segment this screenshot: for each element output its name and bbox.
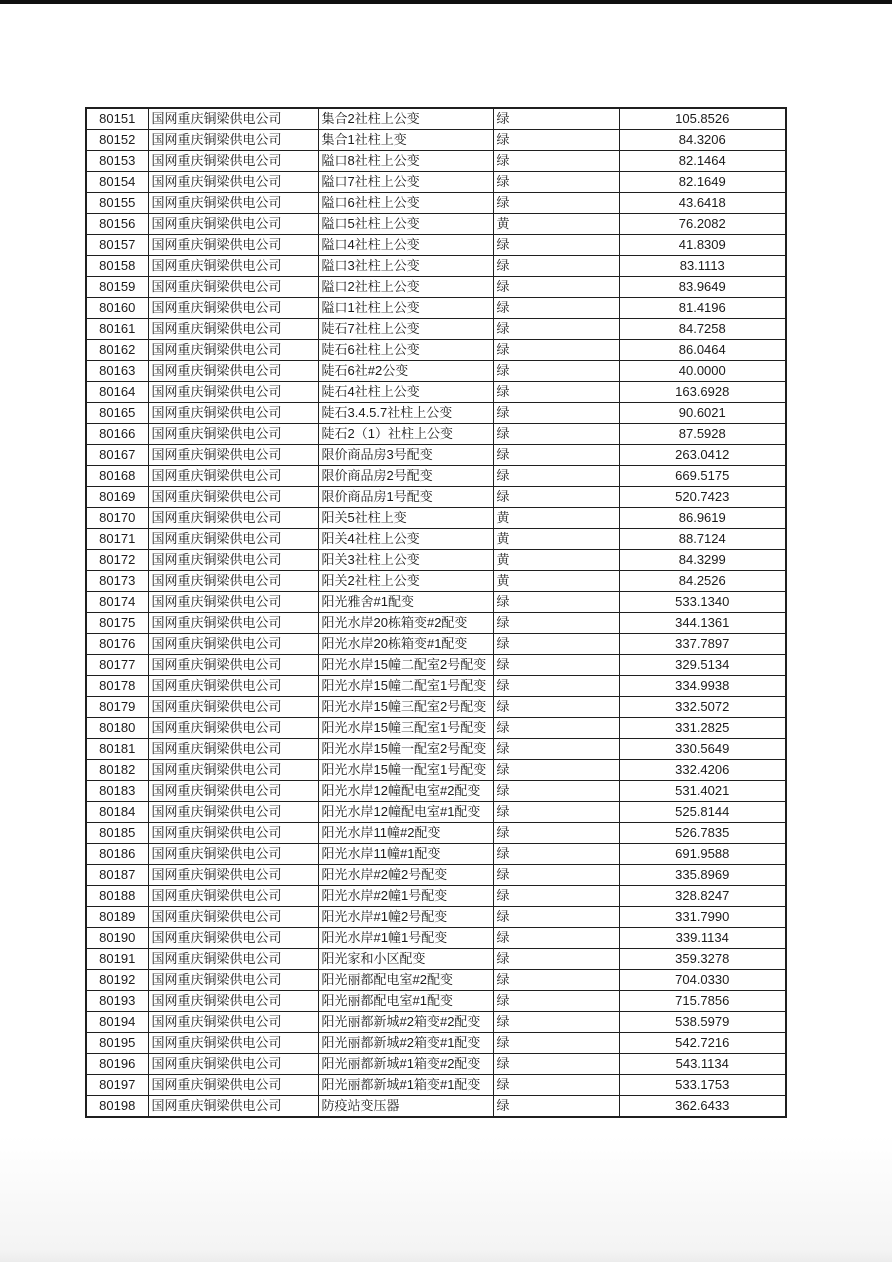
cell-row-id: 80173 (86, 571, 148, 592)
cell-company-name: 国网重庆铜梁供电公司 (148, 361, 318, 382)
cell-value: 533.1753 (619, 1075, 786, 1096)
table-row (86, 130, 786, 151)
cell-status: 绿 (493, 928, 619, 949)
cell-status: 黄 (493, 550, 619, 571)
cell-row-id: 80197 (86, 1075, 148, 1096)
cell-status: 绿 (493, 760, 619, 781)
cell-company-name: 国网重庆铜梁供电公司 (148, 1096, 318, 1118)
cell-row-id: 80178 (86, 676, 148, 697)
cell-row-id: 80194 (86, 1012, 148, 1033)
cell-company-name: 国网重庆铜梁供电公司 (148, 571, 318, 592)
cell-status: 绿 (493, 172, 619, 193)
cell-value: 84.7258 (619, 319, 786, 340)
cell-status: 绿 (493, 277, 619, 298)
cell-company-name: 国网重庆铜梁供电公司 (148, 655, 318, 676)
cell-value: 344.1361 (619, 613, 786, 634)
cell-row-id: 80186 (86, 844, 148, 865)
cell-status: 绿 (493, 108, 619, 130)
cell-company-name: 国网重庆铜梁供电公司 (148, 613, 318, 634)
cell-row-id: 80189 (86, 907, 148, 928)
table-row (86, 949, 786, 970)
cell-device-name: 隘口4社柱上公变 (318, 235, 493, 256)
cell-status: 绿 (493, 445, 619, 466)
cell-status: 绿 (493, 487, 619, 508)
cell-company-name: 国网重庆铜梁供电公司 (148, 844, 318, 865)
cell-row-id: 80158 (86, 256, 148, 277)
cell-device-name: 阳光水岸#1幢1号配变 (318, 928, 493, 949)
cell-company-name: 国网重庆铜梁供电公司 (148, 823, 318, 844)
cell-status: 绿 (493, 865, 619, 886)
cell-status: 绿 (493, 634, 619, 655)
cell-row-id: 80195 (86, 1033, 148, 1054)
cell-value: 335.8969 (619, 865, 786, 886)
cell-status: 绿 (493, 235, 619, 256)
table-row (86, 1075, 786, 1096)
table-row (86, 108, 786, 130)
table-row (86, 991, 786, 1012)
cell-value: 359.3278 (619, 949, 786, 970)
cell-company-name: 国网重庆铜梁供电公司 (148, 445, 318, 466)
table-row (86, 886, 786, 907)
cell-row-id: 80157 (86, 235, 148, 256)
cell-company-name: 国网重庆铜梁供电公司 (148, 235, 318, 256)
cell-company-name: 国网重庆铜梁供电公司 (148, 172, 318, 193)
cell-row-id: 80164 (86, 382, 148, 403)
cell-status: 绿 (493, 256, 619, 277)
cell-company-name: 国网重庆铜梁供电公司 (148, 949, 318, 970)
cell-device-name: 阳光丽都新城#2箱变#1配变 (318, 1033, 493, 1054)
table-row (86, 424, 786, 445)
table-row (86, 802, 786, 823)
table-row (86, 487, 786, 508)
cell-value: 715.7856 (619, 991, 786, 1012)
cell-company-name: 国网重庆铜梁供电公司 (148, 865, 318, 886)
cell-value: 263.0412 (619, 445, 786, 466)
cell-status: 绿 (493, 697, 619, 718)
cell-device-name: 阳光水岸12幢配电室#1配变 (318, 802, 493, 823)
cell-device-name: 阳光水岸15幢一配室1号配变 (318, 760, 493, 781)
table-row (86, 1096, 786, 1118)
cell-company-name: 国网重庆铜梁供电公司 (148, 802, 318, 823)
cell-company-name: 国网重庆铜梁供电公司 (148, 424, 318, 445)
cell-status: 绿 (493, 907, 619, 928)
table-row (86, 928, 786, 949)
cell-device-name: 阳光雅舍#1配变 (318, 592, 493, 613)
scan-top-edge (0, 0, 892, 4)
cell-device-name: 阳光丽都新城#1箱变#1配变 (318, 1075, 493, 1096)
cell-value: 362.6433 (619, 1096, 786, 1118)
cell-row-id: 80159 (86, 277, 148, 298)
cell-row-id: 80175 (86, 613, 148, 634)
cell-row-id: 80163 (86, 361, 148, 382)
cell-device-name: 隘口6社柱上公变 (318, 193, 493, 214)
cell-company-name: 国网重庆铜梁供电公司 (148, 382, 318, 403)
cell-row-id: 80151 (86, 108, 148, 130)
cell-device-name: 隘口7社柱上公变 (318, 172, 493, 193)
cell-status: 绿 (493, 823, 619, 844)
cell-device-name: 阳光水岸15幢一配室2号配变 (318, 739, 493, 760)
table-row (86, 361, 786, 382)
cell-company-name: 国网重庆铜梁供电公司 (148, 403, 318, 424)
table-row (86, 781, 786, 802)
cell-company-name: 国网重庆铜梁供电公司 (148, 319, 318, 340)
cell-value: 90.6021 (619, 403, 786, 424)
cell-company-name: 国网重庆铜梁供电公司 (148, 550, 318, 571)
cell-company-name: 国网重庆铜梁供电公司 (148, 1012, 318, 1033)
cell-company-name: 国网重庆铜梁供电公司 (148, 991, 318, 1012)
cell-value: 533.1340 (619, 592, 786, 613)
cell-device-name: 陡石2（1）社柱上公变 (318, 424, 493, 445)
cell-value: 41.8309 (619, 235, 786, 256)
cell-value: 329.5134 (619, 655, 786, 676)
cell-device-name: 隘口5社柱上公变 (318, 214, 493, 235)
cell-company-name: 国网重庆铜梁供电公司 (148, 592, 318, 613)
cell-row-id: 80162 (86, 340, 148, 361)
cell-value: 84.3206 (619, 130, 786, 151)
cell-company-name: 国网重庆铜梁供电公司 (148, 781, 318, 802)
table-row (86, 508, 786, 529)
table-row (86, 592, 786, 613)
cell-device-name: 阳光水岸15幢二配室2号配变 (318, 655, 493, 676)
cell-device-name: 限价商品房1号配变 (318, 487, 493, 508)
cell-device-name: 阳光水岸11幢#2配变 (318, 823, 493, 844)
cell-row-id: 80174 (86, 592, 148, 613)
cell-value: 330.5649 (619, 739, 786, 760)
cell-status: 绿 (493, 655, 619, 676)
cell-status: 绿 (493, 613, 619, 634)
cell-company-name: 国网重庆铜梁供电公司 (148, 1075, 318, 1096)
cell-value: 704.0330 (619, 970, 786, 991)
cell-value: 43.6418 (619, 193, 786, 214)
cell-company-name: 国网重庆铜梁供电公司 (148, 214, 318, 235)
cell-status: 绿 (493, 739, 619, 760)
table-row (86, 718, 786, 739)
cell-device-name: 阳光水岸#2幢1号配变 (318, 886, 493, 907)
cell-row-id: 80179 (86, 697, 148, 718)
cell-status: 绿 (493, 592, 619, 613)
cell-value: 163.6928 (619, 382, 786, 403)
cell-row-id: 80180 (86, 718, 148, 739)
table-row (86, 865, 786, 886)
cell-value: 543.1134 (619, 1054, 786, 1075)
cell-row-id: 80171 (86, 529, 148, 550)
cell-row-id: 80167 (86, 445, 148, 466)
cell-value: 76.2082 (619, 214, 786, 235)
cell-device-name: 阳光水岸#2幢2号配变 (318, 865, 493, 886)
cell-value: 331.2825 (619, 718, 786, 739)
cell-status: 绿 (493, 424, 619, 445)
cell-row-id: 80192 (86, 970, 148, 991)
cell-status: 绿 (493, 130, 619, 151)
table-row (86, 655, 786, 676)
table-row (86, 445, 786, 466)
cell-device-name: 限价商品房3号配变 (318, 445, 493, 466)
cell-value: 87.5928 (619, 424, 786, 445)
cell-value: 337.7897 (619, 634, 786, 655)
cell-company-name: 国网重庆铜梁供电公司 (148, 970, 318, 991)
table-row (86, 151, 786, 172)
cell-company-name: 国网重庆铜梁供电公司 (148, 529, 318, 550)
table-row (86, 1054, 786, 1075)
table-row (86, 634, 786, 655)
table-row (86, 172, 786, 193)
cell-company-name: 国网重庆铜梁供电公司 (148, 340, 318, 361)
cell-company-name: 国网重庆铜梁供电公司 (148, 928, 318, 949)
table-row (86, 739, 786, 760)
cell-status: 绿 (493, 802, 619, 823)
cell-value: 691.9588 (619, 844, 786, 865)
cell-value: 520.7423 (619, 487, 786, 508)
cell-device-name: 阳光家和小区配变 (318, 949, 493, 970)
cell-company-name: 国网重庆铜梁供电公司 (148, 298, 318, 319)
cell-device-name: 陡石6社柱上公变 (318, 340, 493, 361)
cell-row-id: 80188 (86, 886, 148, 907)
cell-row-id: 80153 (86, 151, 148, 172)
cell-status: 绿 (493, 361, 619, 382)
table-row (86, 235, 786, 256)
cell-device-name: 隘口3社柱上公变 (318, 256, 493, 277)
cell-row-id: 80184 (86, 802, 148, 823)
cell-value: 86.0464 (619, 340, 786, 361)
cell-status: 绿 (493, 1096, 619, 1118)
table-row (86, 466, 786, 487)
cell-device-name: 集合2社柱上公变 (318, 108, 493, 130)
cell-row-id: 80170 (86, 508, 148, 529)
cell-device-name: 阳光丽都配电室#2配变 (318, 970, 493, 991)
cell-device-name: 阳光丽都新城#1箱变#2配变 (318, 1054, 493, 1075)
cell-status: 黄 (493, 508, 619, 529)
cell-status: 绿 (493, 298, 619, 319)
cell-value: 84.2526 (619, 571, 786, 592)
cell-row-id: 80181 (86, 739, 148, 760)
cell-status: 绿 (493, 1012, 619, 1033)
cell-value: 82.1464 (619, 151, 786, 172)
cell-value: 83.9649 (619, 277, 786, 298)
cell-device-name: 阳光水岸11幢#1配变 (318, 844, 493, 865)
table-row (86, 970, 786, 991)
cell-device-name: 陡石7社柱上公变 (318, 319, 493, 340)
cell-row-id: 80172 (86, 550, 148, 571)
table-row (86, 319, 786, 340)
cell-row-id: 80165 (86, 403, 148, 424)
cell-row-id: 80176 (86, 634, 148, 655)
cell-row-id: 80182 (86, 760, 148, 781)
cell-device-name: 隘口1社柱上公变 (318, 298, 493, 319)
cell-row-id: 80198 (86, 1096, 148, 1118)
cell-device-name: 陡石6社#2公变 (318, 361, 493, 382)
cell-company-name: 国网重庆铜梁供电公司 (148, 130, 318, 151)
cell-status: 绿 (493, 340, 619, 361)
cell-device-name: 隘口2社柱上公变 (318, 277, 493, 298)
cell-device-name: 阳光水岸#1幢2号配变 (318, 907, 493, 928)
cell-company-name: 国网重庆铜梁供电公司 (148, 907, 318, 928)
table-body (86, 108, 786, 1117)
cell-device-name: 阳光丽都新城#2箱变#2配变 (318, 1012, 493, 1033)
cell-device-name: 阳关5社柱上变 (318, 508, 493, 529)
cell-device-name: 阳光水岸20栋箱变#1配变 (318, 634, 493, 655)
cell-value: 105.8526 (619, 108, 786, 130)
cell-row-id: 80155 (86, 193, 148, 214)
table-row (86, 529, 786, 550)
cell-value: 331.7990 (619, 907, 786, 928)
table-row (86, 298, 786, 319)
cell-device-name: 隘口8社柱上公变 (318, 151, 493, 172)
cell-value: 525.8144 (619, 802, 786, 823)
cell-device-name: 集合1社柱上变 (318, 130, 493, 151)
cell-device-name: 阳光水岸12幢配电室#2配变 (318, 781, 493, 802)
table-row (86, 1033, 786, 1054)
cell-company-name: 国网重庆铜梁供电公司 (148, 634, 318, 655)
cell-status: 绿 (493, 1033, 619, 1054)
table-row (86, 193, 786, 214)
cell-company-name: 国网重庆铜梁供电公司 (148, 886, 318, 907)
cell-status: 绿 (493, 1075, 619, 1096)
cell-device-name: 阳光水岸20栋箱变#2配变 (318, 613, 493, 634)
cell-company-name: 国网重庆铜梁供电公司 (148, 487, 318, 508)
cell-value: 84.3299 (619, 550, 786, 571)
cell-value: 538.5979 (619, 1012, 786, 1033)
cell-status: 绿 (493, 466, 619, 487)
cell-company-name: 国网重庆铜梁供电公司 (148, 256, 318, 277)
table-row (86, 823, 786, 844)
cell-status: 绿 (493, 949, 619, 970)
cell-device-name: 限价商品房2号配变 (318, 466, 493, 487)
cell-status: 黄 (493, 214, 619, 235)
cell-company-name: 国网重庆铜梁供电公司 (148, 151, 318, 172)
cell-status: 黄 (493, 571, 619, 592)
cell-company-name: 国网重庆铜梁供电公司 (148, 466, 318, 487)
cell-row-id: 80156 (86, 214, 148, 235)
cell-company-name: 国网重庆铜梁供电公司 (148, 1054, 318, 1075)
cell-company-name: 国网重庆铜梁供电公司 (148, 676, 318, 697)
cell-status: 绿 (493, 151, 619, 172)
cell-device-name: 陡石3.4.5.7社柱上公变 (318, 403, 493, 424)
table-row (86, 676, 786, 697)
table-row (86, 907, 786, 928)
cell-row-id: 80193 (86, 991, 148, 1012)
cell-row-id: 80196 (86, 1054, 148, 1075)
cell-device-name: 阳光水岸15幢三配室1号配变 (318, 718, 493, 739)
table-row (86, 571, 786, 592)
table-row (86, 613, 786, 634)
cell-status: 绿 (493, 991, 619, 1012)
cell-value: 332.4206 (619, 760, 786, 781)
cell-device-name: 阳关3社柱上公变 (318, 550, 493, 571)
cell-status: 绿 (493, 970, 619, 991)
cell-row-id: 80152 (86, 130, 148, 151)
cell-value: 669.5175 (619, 466, 786, 487)
cell-value: 334.9938 (619, 676, 786, 697)
cell-status: 绿 (493, 319, 619, 340)
table-row (86, 256, 786, 277)
cell-status: 绿 (493, 1054, 619, 1075)
table-row (86, 844, 786, 865)
cell-company-name: 国网重庆铜梁供电公司 (148, 508, 318, 529)
cell-row-id: 80166 (86, 424, 148, 445)
cell-device-name: 陡石4社柱上公变 (318, 382, 493, 403)
cell-value: 328.8247 (619, 886, 786, 907)
cell-row-id: 80187 (86, 865, 148, 886)
cell-device-name: 阳关4社柱上公变 (318, 529, 493, 550)
cell-company-name: 国网重庆铜梁供电公司 (148, 760, 318, 781)
cell-device-name: 阳光丽都配电室#1配变 (318, 991, 493, 1012)
cell-status: 绿 (493, 844, 619, 865)
cell-company-name: 国网重庆铜梁供电公司 (148, 1033, 318, 1054)
cell-row-id: 80160 (86, 298, 148, 319)
cell-row-id: 80154 (86, 172, 148, 193)
cell-value: 332.5072 (619, 697, 786, 718)
cell-value: 339.1134 (619, 928, 786, 949)
cell-row-id: 80161 (86, 319, 148, 340)
cell-status: 黄 (493, 529, 619, 550)
cell-status: 绿 (493, 193, 619, 214)
cell-status: 绿 (493, 718, 619, 739)
table-row (86, 697, 786, 718)
cell-status: 绿 (493, 676, 619, 697)
cell-row-id: 80177 (86, 655, 148, 676)
cell-status: 绿 (493, 382, 619, 403)
cell-value: 81.4196 (619, 298, 786, 319)
cell-row-id: 80191 (86, 949, 148, 970)
cell-status: 绿 (493, 403, 619, 424)
table-row (86, 1012, 786, 1033)
cell-status: 绿 (493, 886, 619, 907)
cell-row-id: 80183 (86, 781, 148, 802)
table-row (86, 403, 786, 424)
cell-value: 82.1649 (619, 172, 786, 193)
table-row (86, 550, 786, 571)
cell-value: 542.7216 (619, 1033, 786, 1054)
table-row (86, 340, 786, 361)
cell-company-name: 国网重庆铜梁供电公司 (148, 108, 318, 130)
table-row (86, 277, 786, 298)
cell-device-name: 阳光水岸15幢二配室1号配变 (318, 676, 493, 697)
cell-company-name: 国网重庆铜梁供电公司 (148, 193, 318, 214)
table-row (86, 760, 786, 781)
cell-device-name: 防疫站变压器 (318, 1096, 493, 1118)
cell-company-name: 国网重庆铜梁供电公司 (148, 277, 318, 298)
table-row (86, 382, 786, 403)
cell-value: 531.4021 (619, 781, 786, 802)
cell-device-name: 阳关2社柱上公变 (318, 571, 493, 592)
cell-value: 526.7835 (619, 823, 786, 844)
cell-company-name: 国网重庆铜梁供电公司 (148, 739, 318, 760)
cell-device-name: 阳光水岸15幢三配室2号配变 (318, 697, 493, 718)
cell-row-id: 80168 (86, 466, 148, 487)
cell-value: 83.1113 (619, 256, 786, 277)
cell-row-id: 80190 (86, 928, 148, 949)
cell-value: 40.0000 (619, 361, 786, 382)
cell-status: 绿 (493, 781, 619, 802)
cell-row-id: 80185 (86, 823, 148, 844)
transformer-table (85, 107, 787, 1118)
cell-value: 86.9619 (619, 508, 786, 529)
cell-row-id: 80169 (86, 487, 148, 508)
cell-value: 88.7124 (619, 529, 786, 550)
cell-company-name: 国网重庆铜梁供电公司 (148, 697, 318, 718)
table-row (86, 214, 786, 235)
cell-company-name: 国网重庆铜梁供电公司 (148, 718, 318, 739)
